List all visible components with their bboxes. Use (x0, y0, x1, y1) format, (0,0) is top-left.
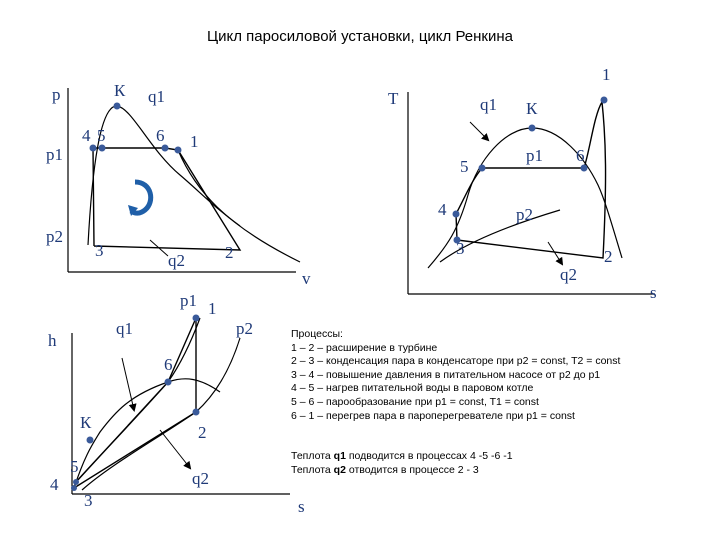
process-item: 4 – 5 – нагрев питательной воды в паровом котле (291, 382, 534, 395)
pv-cycle (93, 148, 240, 250)
ts-label-k: К (526, 99, 538, 118)
ts-label-s: s (650, 283, 657, 302)
hs-label-p1: p1 (180, 291, 197, 310)
ts-label-q2: q2 (560, 265, 577, 284)
ts-label-p1: p1 (526, 146, 543, 165)
pv-label-v: v (302, 269, 311, 288)
heat-notes (291, 450, 711, 477)
heat-removal-prefix: Теплота (291, 463, 334, 476)
process-item: 6 – 1 – перегрев пара в пароперегревателе при p1 = const (291, 409, 575, 422)
pv-label-p: p (52, 85, 61, 104)
hs-label-s: s (298, 497, 305, 516)
pv-label-p2: p2 (46, 227, 63, 246)
pv-diagram (46, 81, 311, 288)
pv-point-6 (162, 145, 169, 152)
ts-label-3: 3 (456, 239, 465, 258)
ts-point-1 (601, 97, 608, 104)
hs-label-p2: p2 (236, 319, 253, 338)
pv-label-6: 6 (156, 126, 165, 145)
hs-point-2 (193, 409, 200, 416)
process-item: 3 – 4 – повышение давления в питательном насосе от p2 до p1 (291, 368, 601, 381)
pv-label-q1: q1 (148, 87, 165, 106)
ts-point-4 (453, 211, 460, 218)
process-item: 2 – 3 – конденсация пара в конденсаторе при p2 = const, T2 = const (291, 355, 621, 368)
ts-label-2: 2 (604, 247, 613, 266)
pv-point-5 (99, 145, 106, 152)
heat-supply-prefix: Теплота (291, 450, 334, 462)
ts-label-4: 4 (438, 200, 447, 219)
pv-point-1 (175, 147, 182, 154)
process-item: 5 – 6 – парообразование при p1 = const, T1 = const (291, 395, 539, 408)
pv-label-q2: q2 (168, 251, 185, 270)
heat-removal-suffix: отводится в процессе 2 - 3 (345, 463, 479, 476)
hs-point-5 (73, 479, 79, 485)
ts-label-6: 6 (576, 146, 585, 165)
hs-point-3 (71, 485, 77, 491)
hs-point-6 (165, 379, 172, 386)
hs-label-4: 4 (50, 475, 59, 494)
ts-label-t: T (388, 89, 399, 108)
ts-point-k (529, 125, 536, 132)
hs-label-1: 1 (208, 299, 217, 318)
hs-label-6: 6 (164, 355, 173, 374)
ts-label-p2: p2 (516, 205, 533, 224)
hs-label-2: 2 (198, 423, 207, 442)
processes-heading: Процессы: (291, 328, 343, 340)
ts-q1-arrow (470, 122, 488, 140)
hs-label-k: К (80, 413, 92, 432)
pv-label-k: К (114, 81, 126, 100)
hs-point-k (87, 437, 94, 444)
hs-q2-arrow (160, 430, 190, 468)
hs-line-5-6 (76, 382, 168, 482)
pv-label-5: 5 (97, 126, 106, 145)
ts-diagram (388, 65, 657, 302)
processes-list (291, 328, 711, 423)
pv-label-1: 1 (190, 132, 199, 151)
slide-title: Цикл паросиловой установки, цикл Ренкина (206, 28, 513, 45)
hs-label-q2: q2 (192, 469, 209, 488)
hs-line-2-3 (74, 412, 196, 488)
ts-label-5: 5 (460, 157, 469, 176)
ts-label-q1: q1 (480, 95, 497, 114)
ts-label-1: 1 (602, 65, 611, 84)
hs-label-3: 3 (84, 491, 93, 510)
pv-isotherm-curve (178, 150, 300, 262)
hs-diagram (48, 291, 305, 516)
pv-label-p1: p1 (46, 145, 63, 164)
pv-point-k (114, 103, 121, 110)
heat-removal-line (291, 464, 711, 478)
heat-supply-q1: q1 (333, 450, 346, 462)
pv-point-4 (90, 145, 97, 152)
ts-point-6 (581, 165, 588, 172)
ts-point-5 (479, 165, 486, 172)
pv-label-4: 4 (82, 126, 91, 145)
pv-label-2: 2 (225, 243, 234, 262)
hs-label-h: h (48, 331, 57, 350)
heat-supply-suffix: подводится в процессах 4 -5 -6 -1 (345, 450, 513, 462)
hs-point-1 (193, 315, 200, 322)
hs-label-q1: q1 (116, 319, 133, 338)
hs-isobar-p2 (82, 338, 240, 490)
pv-label-3: 3 (95, 241, 104, 260)
heat-supply-line (291, 450, 711, 464)
process-item: 1 – 2 – расширение в турбине (291, 341, 438, 354)
heat-removal-q2: q2 (333, 463, 346, 476)
hs-label-5: 5 (70, 457, 79, 476)
